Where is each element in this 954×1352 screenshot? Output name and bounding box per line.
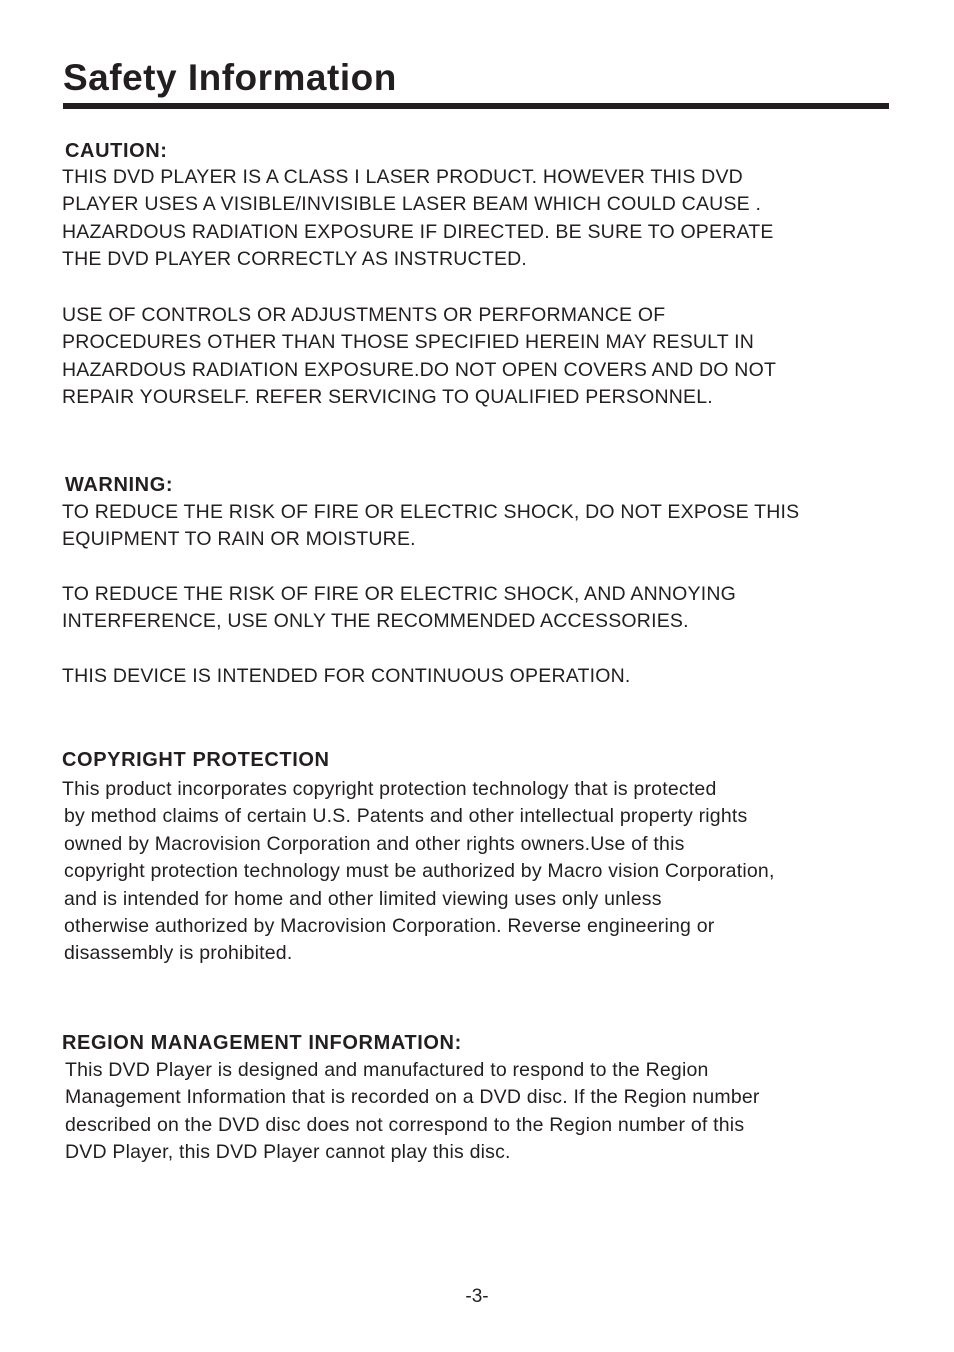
text-line: This DVD Player is designed and manufactured to respond to the Region [65,1059,709,1081]
text-line: by method claims of certain U.S. Patents and other intellectual property rights [64,805,748,828]
text-line: THIS DEVICE IS INTENDED FOR CONTINUOUS OPERATION. [62,665,631,687]
caution-paragraph-2 [62,302,776,412]
page-number: -3- [465,1286,489,1307]
text-line: HAZARDOUS RADIATION EXPOSURE.DO NOT OPEN COVERS AND DO NOT [62,358,777,381]
text-line: described on the DVD disc does not correspond to the Region number of this [65,1113,745,1136]
page-title: Safety Information [63,57,397,98]
text-line: INTERFERENCE, USE ONLY THE RECOMMENDED ACCESSORIES. [62,610,689,633]
text-line: REPAIR YOURSELF. REFER SERVICING TO QUALIFIED PERSONNEL. [62,386,713,409]
text-line: Management Information that is recorded on a DVD disc. If the Region number [65,1086,760,1109]
text-line: HAZARDOUS RADIATION EXPOSURE IF DIRECTED. BE SURE TO OPERATE [62,220,774,243]
warning-paragraph-2 [62,581,736,636]
text-line: disassembly is prohibited. [64,942,293,965]
warning-paragraph-3 [62,663,630,690]
region-heading: REGION MANAGEMENT INFORMATION: [62,1032,462,1054]
caution-paragraph-1 [62,164,774,274]
text-line: TO REDUCE THE RISK OF FIRE OR ELECTRIC SHOCK, DO NOT EXPOSE THIS [62,501,800,523]
text-line: DVD Player, this DVD Player cannot play this disc. [65,1141,511,1164]
text-line: copyright protection technology must be authorized by Macro vision Corporation, [64,860,775,883]
text-line: PLAYER USES A VISIBLE/INVISIBLE LASER BEAM WHICH COULD CAUSE . [62,193,762,216]
text-line: This product incorporates copyright protection technology that is protected [62,778,717,800]
text-line: TO REDUCE THE RISK OF FIRE OR ELECTRIC SHOCK, AND ANNOYING [62,583,736,605]
text-line: owned by Macrovision Corporation and other rights owners.Use of this [64,832,685,855]
text-line: USE OF CONTROLS OR ADJUSTMENTS OR PERFORMANCE OF [62,304,666,326]
text-line: THE DVD PLAYER CORRECTLY AS INSTRUCTED. [62,248,528,271]
text-line: and is intended for home and other limited viewing uses only unless [64,887,662,910]
text-line: otherwise authorized by Macrovision Corporation. Reverse engineering or [64,915,715,938]
copyright-paragraph [62,776,775,968]
text-line: THIS DVD PLAYER IS A CLASS I LASER PRODUCT. HOWEVER THIS DVD [62,166,743,188]
warning-paragraph-1 [62,499,799,554]
text-line: EQUIPMENT TO RAIN OR MOISTURE. [62,528,416,551]
text-line: PROCEDURES OTHER THAN THOSE SPECIFIED HEREIN MAY RESULT IN [62,331,755,354]
region-paragraph [65,1057,760,1167]
title-rule [63,103,889,109]
copyright-heading: COPYRIGHT PROTECTION [62,749,330,771]
warning-heading: WARNING: [65,474,174,496]
caution-heading: CAUTION: [65,140,168,162]
